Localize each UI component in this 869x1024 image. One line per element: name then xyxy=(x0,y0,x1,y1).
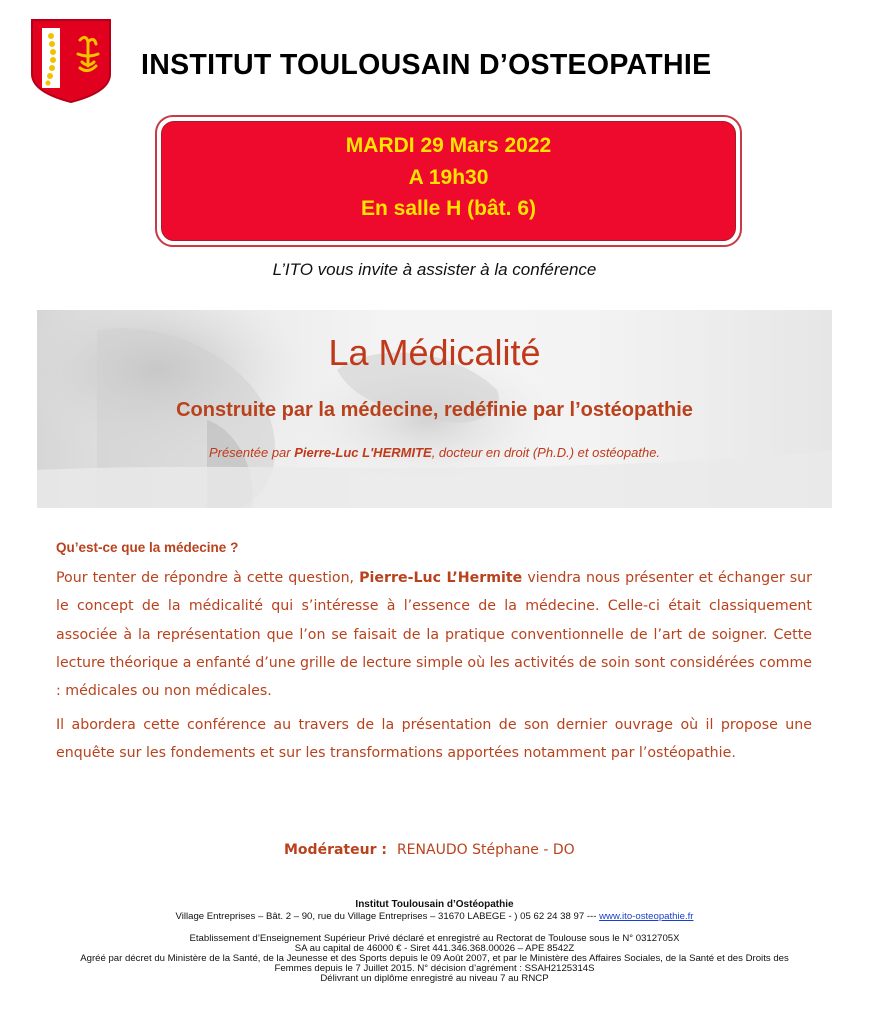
event-time: A 19h30 xyxy=(408,166,489,189)
p1-speaker-name: Pierre-Luc L’Hermite xyxy=(359,570,523,586)
conference-banner xyxy=(37,310,832,508)
presenter-line xyxy=(37,445,832,460)
event-date: MARDI 29 Mars 2022 xyxy=(345,134,552,157)
ito-crest-logo xyxy=(30,18,112,104)
footer-diploma: Délivrant un diplôme enregistré au niveau 7 au RNCP xyxy=(320,973,549,984)
invitation-text: L’ITO vous invite à assister à la conférence xyxy=(272,260,597,279)
footer-capital: SA au capital de 46000 € - Siret 441.346.368.00026 – APE 8542Z xyxy=(294,943,575,954)
presenter-name: Pierre-Luc L'HERMITE xyxy=(294,445,432,460)
paragraph-2: Il abordera cette conférence au travers de la présentation de son dernier ouvrage où il propose une enquête sur les fondements et sur les transformations apportées notamment par l’ostéopathie. xyxy=(56,717,812,762)
p1-after: viendra nous présenter et échanger sur le concept de la médicalité qui s’intéresse à l’essence de la médecine. Celle-ci était classiquement associée à la représentation que l’on se faisait de la pratique conventionnelle de l’art de soigner. Cette lecture théorique a enfanté d’une grille de lecture simple où les activités de soin sont considérées comme : médicales ou non médicales. xyxy=(56,570,812,700)
footer-address: Village Entreprises – Bât. 2 – 90, rue du Village Entreprises – 31670 LABEGE - ) 05 62 24 38 97 --- xyxy=(175,911,600,922)
p1-before: Pour tenter de répondre à cette question, xyxy=(56,570,360,586)
footer-address-line xyxy=(0,911,869,922)
paragraph-1 xyxy=(56,564,812,705)
footer-approval-cont: Femmes depuis le 7 Juillet 2015. N° décision d’agrément : SSAH2125314S xyxy=(274,963,595,974)
moderator-label: Modérateur : xyxy=(284,842,387,858)
event-room: En salle H (bât. 6) xyxy=(360,197,537,220)
presented-prefix: Présentée par xyxy=(208,445,295,460)
presented-suffix: , docteur en droit (Ph.D.) et ostéopathe. xyxy=(431,445,661,460)
institute-title: INSTITUT TOULOUSAIN D’OSTEOPATHIE xyxy=(141,49,712,81)
question-heading: Qu’est-ce que la médecine ? xyxy=(56,540,239,555)
conference-subtitle: Construite par la médecine, redéfinie par l’ostéopathie xyxy=(176,399,693,421)
moderator-name: RENAUDO Stéphane - DO xyxy=(396,842,575,858)
website-link[interactable]: www.ito-osteopathie.fr xyxy=(599,911,694,922)
footer-approval: Agréé par décret du Ministère de la Santé, de la Jeunesse et des Sports depuis le 09 Août 2007, et par le Ministère des Affaires Sociales, de la Santé et des Droits des xyxy=(80,953,789,964)
moderator-line xyxy=(284,842,575,858)
conference-title: La Médicalité xyxy=(328,332,541,373)
footer-title: Institut Toulousain d’Ostéopathie xyxy=(355,899,514,910)
footer-registration: Etablissement d’Enseignement Supérieur Privé déclaré et enregistré au Rectorat de Toulouse sous le N° 0312705X xyxy=(189,933,680,944)
